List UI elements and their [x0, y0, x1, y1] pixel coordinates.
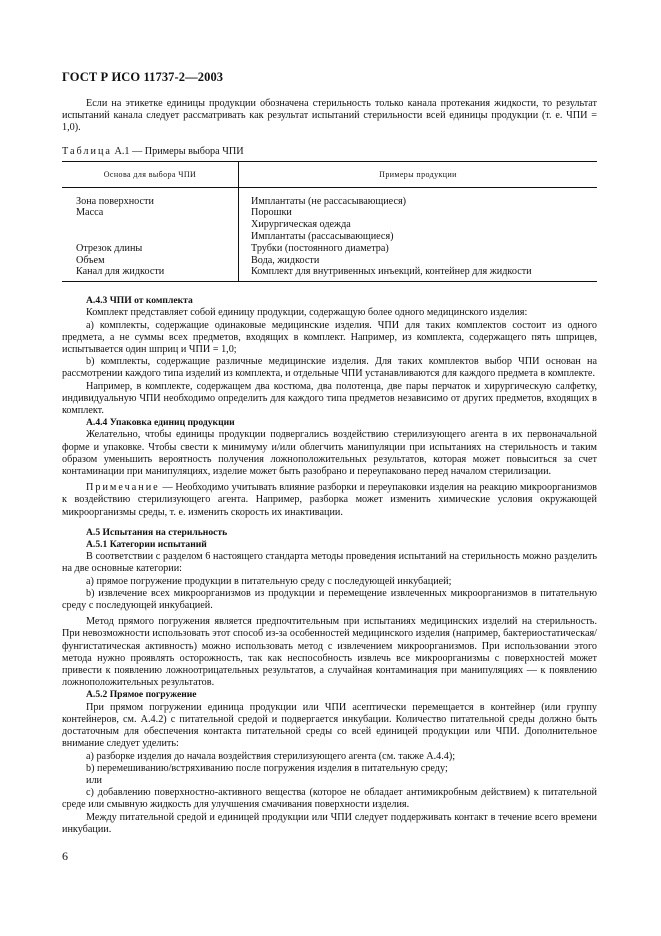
table-caption-label: Таблица	[62, 145, 112, 157]
table-col1-header: Основа для выбора ЧПИ	[62, 161, 239, 187]
basis-cell-empty	[76, 231, 238, 243]
section-a43-heading: А.4.3 ЧПИ от комплекта	[86, 295, 193, 307]
section-a51-p3: b) извлечение всех микроорганизмов из продукции и перемещение извлеченных микроорганизмов в питательную среду с последующей инкубацией.	[62, 587, 597, 612]
section-a44-note	[62, 482, 597, 519]
example-cell: Имплантаты (рассасывающиеся)	[251, 231, 394, 242]
example-cell: Комплект для внутривенных инъекций, контейнер для жидкости	[251, 266, 532, 278]
example-cell: Порошки	[251, 207, 292, 219]
section-a44-heading: А.4.4 Упаковка единиц продукции	[86, 417, 235, 429]
section-a52-p4: или	[86, 774, 102, 786]
table-col2-header: Примеры продукции	[239, 161, 598, 187]
section-a43-p3: b) комплекты, содержащие различные медицинские изделия. Для таких комплектов выбор ЧПИ основан на рассмотрении каждого типа изделий из комплекта, и отдельные ЧПИ устанавливаются для каждого предмета в комплекте.	[62, 356, 597, 380]
section-a52-p3: b) перемешиванию/встряхиванию после погружения изделия в питательную среду;	[86, 762, 448, 774]
basis-cell-empty	[76, 219, 238, 231]
document-header: ГОСТ Р ИСО 11737-2—2003	[62, 70, 224, 84]
table-caption-text: A.1 — Примеры выбора ЧПИ	[114, 145, 244, 157]
table-caption	[62, 146, 597, 158]
basis-cell: Зона поверхности	[76, 195, 154, 207]
basis-cell: Канал для жидкости	[76, 266, 165, 278]
basis-cell: Объем	[76, 254, 105, 266]
basis-cell: Масса	[76, 207, 104, 219]
table-row	[62, 187, 597, 282]
section-a52-p6: Между питательной средой и единицей продукции или ЧПИ следует поддерживать контакт в течение всего времени инкубации.	[62, 811, 597, 835]
table-header-row	[62, 161, 597, 187]
section-a43-p4: Например, в комплекте, содержащем два костюма, два полотенца, две пары перчаток и хирургическую салфетку, индивидуальную ЧПИ необходимо определить для каждого типа предметов независимо от других предметов, входящих в комплект.	[62, 380, 597, 417]
section-a43-p2: а) комплекты, содержащие одинаковые медицинские изделия. ЧПИ для таких комплектов состоит из одного предмета, а не суммы всех предметов, входящих в комплект. Например, из комплекта, содержащего пять шприцев, испытывается один шприц и ЧПИ = 1,0;	[62, 319, 597, 355]
example-cell: Трубки (постоянного диаметра)	[251, 242, 389, 254]
section-a43-p1: Комплект представляет собой единицу продукции, содержащую более одного медицинского изделия:	[86, 307, 528, 319]
intro-paragraph: Если на этикетке единицы продукции обозначена стерильность только канала протекания жидкости, то результат испытаний канала следует рассматривать как результат испытаний стерильности всей единицы продукции (т. е. ЧПИ = 1,0).	[62, 98, 597, 134]
example-cell: Хирургическая одежда	[251, 219, 351, 231]
note-label: Примечание	[86, 482, 160, 494]
section-a51-p4: Метод прямого погружения является предпочтительным при испытаниях медицинских изделий на стерильность. При невозможности использовать этот способ из-за особенностей медицинского изделия (например, бактериостатическая/фунгистатическая активность) можно использовать метод с извлечением микроорганизмов. При использовании этого метода нужно проявлять осторожность, так как неспособность извлечь все микроорганизмы с поверхностей может привести к появлению ложноотрицательных результатов, а случайная контаминация при манипуляциях — к появлению ложноположительных результатов.	[62, 616, 597, 689]
note-text: — Необходимо учитывать влияние разборки и переупаковки изделия на реакцию микроорганизмов к воздействию стерилизующего агента. Например, разборка может изменить химические условия окружающей микроорганизмы среды, т. е. изменить скорость их инактивации.	[62, 482, 597, 518]
basis-column	[62, 187, 239, 282]
section-a51-p2: а) прямое погружение продукции в питательную среду с последующей инкубацией;	[86, 575, 452, 587]
basis-cell: Отрезок длины	[76, 242, 143, 254]
section-a51-heading: А.5.1 Категории испытаний	[86, 539, 207, 551]
example-cell: Имплантаты (не рассасывающиеся)	[251, 195, 407, 207]
section-a52-p2: а) разборке изделия до начала воздействия стерилизующего агента (см. также А.4.4);	[86, 750, 456, 762]
section-a51-p1: В соответствии с разделом 6 настоящего стандарта методы проведения испытаний на стерильность можно разделить на две основные категории:	[62, 551, 597, 575]
section-a52-p5: с) добавлению поверхностно-активного вещества (которое не обладает антимикробным действием) к питательной среде или смывную жидкость для улучшения смачивания поверхности изделия.	[62, 787, 597, 811]
examples-table	[62, 161, 597, 282]
example-cell: Вода, жидкости	[251, 254, 320, 266]
page-body	[62, 98, 597, 836]
examples-column	[239, 187, 598, 282]
section-a52-p1: При прямом погружении единица продукции или ЧПИ асептически перемещается в контейнер (или группу контейнеров, см. А.4.2) с питательной средой и подвергается инкубации. Количество питательной среды должно быть достаточным для обеспечения контакта питательной среды со всей единицей продукции или ЧПИ. Дополнительное внимание следует уделить:	[62, 701, 597, 750]
section-a5-heading: А.5 Испытания на стерильность	[86, 526, 228, 538]
section-a44-p1: Желательно, чтобы единицы продукции подвергались воздействию стерилизующего агента в их первоначальной форме и упаковке. Чтобы свести к минимуму и/или облегчить манипуляции при испытаниях на стерильность и таким образом уменьшить вероятность получения ложноположительных результатов, которая может повыситься за счет контаминации при манипуляциях, изделие может быть разобрано и переупаковано перед началом стерилизации.	[62, 429, 597, 478]
section-a52-heading: А.5.2 Прямое погружение	[86, 689, 197, 701]
page-number: 6	[62, 849, 68, 863]
